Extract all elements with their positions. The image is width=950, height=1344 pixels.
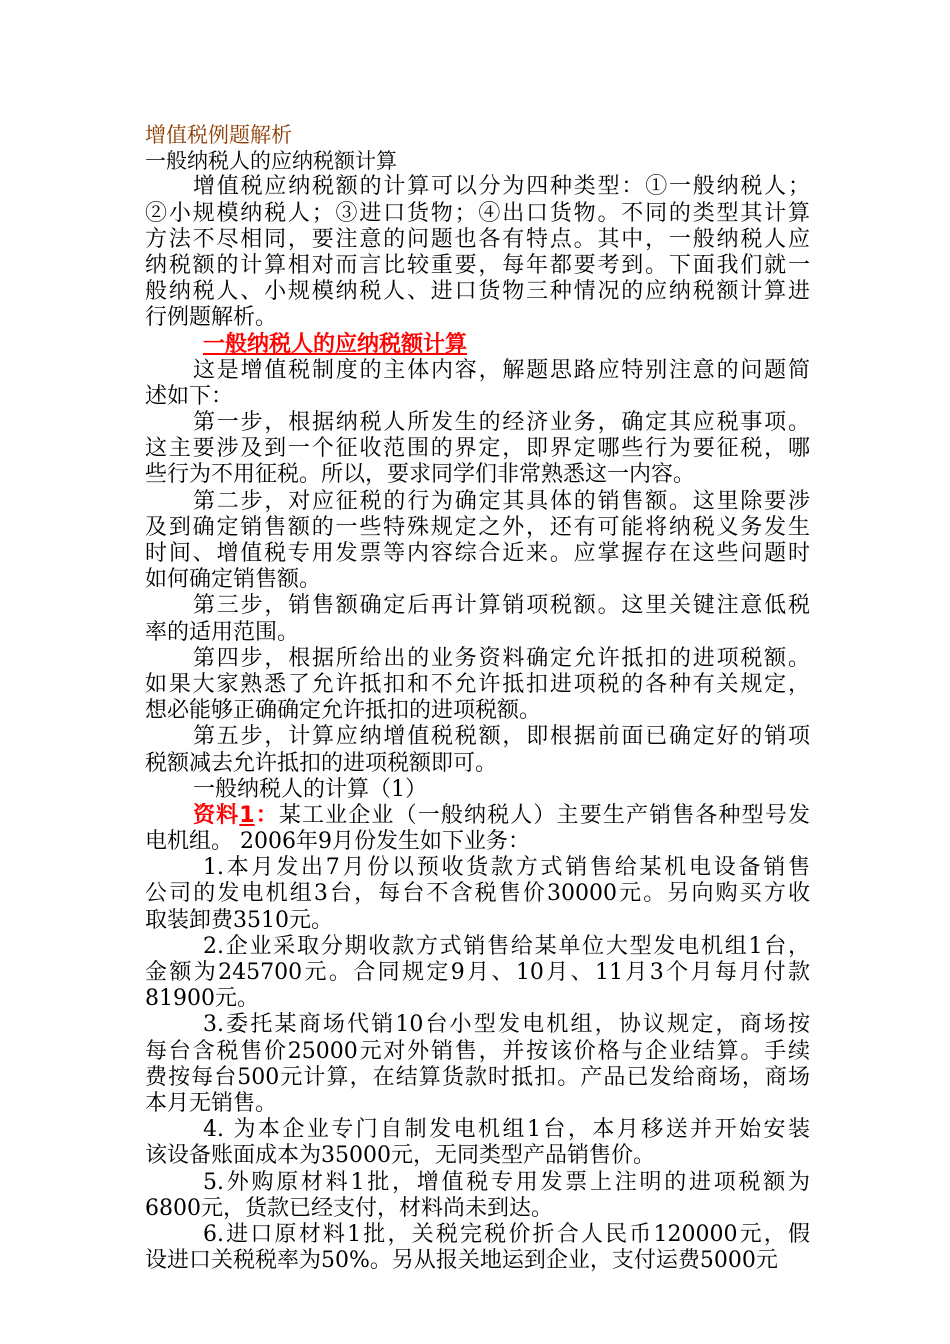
material-label-prefix: 资料 (193, 802, 240, 828)
paragraph-line: 率的适用范围。 (145, 619, 300, 645)
paragraph-line: 这主要涉及到一个征收范围的界定，即界定哪些行为要征税，哪 (145, 436, 810, 462)
step-5-paragraph (145, 724, 810, 776)
paragraph-line: 1.本月发出7月份以预收货款方式销售给某机电设备销售 (203, 855, 810, 881)
paragraph-line: 些行为不用征税。所以，要求同学们非常熟悉这一内容。 (145, 462, 696, 488)
paragraph-line: 公司的发电机组3台，每台不含税售价30000元。另向购买方收 (145, 881, 810, 907)
paragraph-line: 电机组。 2006年9月份发生如下业务： (145, 829, 530, 855)
document-content (145, 122, 810, 1274)
paragraph-line: 第五步，计算应纳增值税税额，即根据前面已确定好的销项 (193, 724, 810, 750)
paragraph-line: 这是增值税制度的主体内容，解题思路应特别注意的问题简 (193, 357, 810, 383)
paragraph-line: 般纳税人、小规模纳税人、进口货物三种情况的应纳税额计算进 (145, 279, 810, 305)
paragraph-line: 第四步，根据所给出的业务资料确定允许抵扣的进项税额。 (193, 645, 810, 671)
step-2-paragraph (145, 489, 810, 594)
paragraph-line: 税额减去允许抵扣的进项税额即可。 (145, 750, 498, 776)
intro-paragraph (145, 174, 810, 331)
paragraph-line: 金额为245700元。合同规定9月、10月、11月3个月每月付款 (145, 960, 810, 985)
material-line (145, 803, 810, 829)
paragraph-line: 81900元。 (145, 986, 259, 1012)
paragraph-line: ②小规模纳税人；③进口货物；④出口货物。不同的类型其计算 (145, 200, 810, 226)
paragraph-line: 取装卸费3510元。 (145, 907, 333, 933)
paragraph-line: 2.企业采取分期收款方式销售给某单位大型发电机组1台， (203, 933, 810, 959)
item-4-paragraph (145, 1117, 810, 1169)
paragraph-line: 第一步，根据纳税人所发生的经济业务，确定其应税事项。 (193, 410, 810, 436)
paragraph-line: 时间、增值税专用发票等内容综合近来。应掌握存在这些问题时 (145, 541, 810, 566)
paragraph-line: 想必能够正确确定允许抵扣的进项税额。 (145, 698, 542, 724)
calc-heading: 一般纳税人的计算（1） (193, 776, 427, 802)
paragraph-line: 行例题解析。 (145, 305, 278, 331)
material-label-colon: ： (254, 802, 279, 828)
paragraph-line: 费按每台500元计算，在结算货款时抵扣。产品已发给商场，商场 (145, 1064, 810, 1090)
paragraph-line: 该设备账面成本为35000元，无同类型产品销售价。 (145, 1143, 655, 1169)
paragraph-line: 方法不尽相同，要注意的问题也各有特点。其中，一般纳税人应 (145, 226, 810, 252)
paragraph-line: 纳税额的计算相对而言比较重要，每年都要考到。下面我们就一 (145, 252, 810, 278)
paragraph-line: 如何确定销售额。 (145, 567, 322, 593)
step-4-paragraph (145, 646, 810, 725)
paragraph-line: 6800元，货款已经支付，材料尚未到达。 (145, 1195, 553, 1221)
paragraph-line: 每台含税售价25000元对外销售，并按该价格与企业结算。手续 (145, 1038, 810, 1064)
paragraph-line: 第三步，销售额确定后再计算销项税额。这里关键注意低税 (193, 593, 810, 619)
paragraph-line: 3.委托某商场代销10台小型发电机组，协议规定，商场按 (203, 1012, 810, 1038)
paragraph-line: 述如下： (145, 383, 234, 409)
paragraph-line: 第二步，对应征税的行为确定其具体的销售额。这里除要涉 (193, 488, 810, 514)
paragraph-line: 及到确定销售额的一些特殊规定之外，还有可能将纳税义务发生 (145, 514, 810, 540)
material-label-number: 1 (239, 802, 255, 828)
section-heading: 一般纳税人的应纳税额计算 (203, 331, 468, 357)
paragraph-line: 设进口关税税率为50%。另从报关地运到企业，支付运费5000元 (145, 1248, 778, 1274)
paragraph-line: 如果大家熟悉了允许抵扣和不允许抵扣进项税的各种有关规定， (145, 671, 810, 697)
item-2-paragraph (145, 934, 810, 1013)
paragraph-line: 本月无销售。 (145, 1090, 278, 1116)
paragraph-line: 5.外购原材料1批，增值税专用发票上注明的进项税额为 (203, 1169, 810, 1195)
document-subtitle: 一般纳税人的应纳税额计算 (145, 149, 397, 174)
material-label (193, 803, 279, 828)
step-1-paragraph (145, 410, 810, 489)
step-3-paragraph (145, 593, 810, 645)
material-text: 某工业企业（一般纳税人）主要生产销售各种型号发 (278, 802, 810, 828)
paragraph-line: 增值税应纳税额的计算可以分为四种类型：①一般纳税人； (193, 174, 810, 200)
item-5-paragraph (145, 1170, 810, 1222)
paragraph-line: 4. 为本企业专门自制发电机组1台，本月移送并开始安装 (203, 1117, 810, 1143)
document-title: 增值税例题解析 (145, 123, 292, 147)
section-intro-paragraph (145, 358, 810, 410)
item-1-paragraph (145, 855, 810, 934)
material-paragraph (145, 803, 810, 855)
paragraph-line: 6.进口原材料1批，关税完税价折合人民币120000元，假 (203, 1221, 810, 1247)
item-6-paragraph (145, 1222, 810, 1274)
item-3-paragraph (145, 1012, 810, 1117)
